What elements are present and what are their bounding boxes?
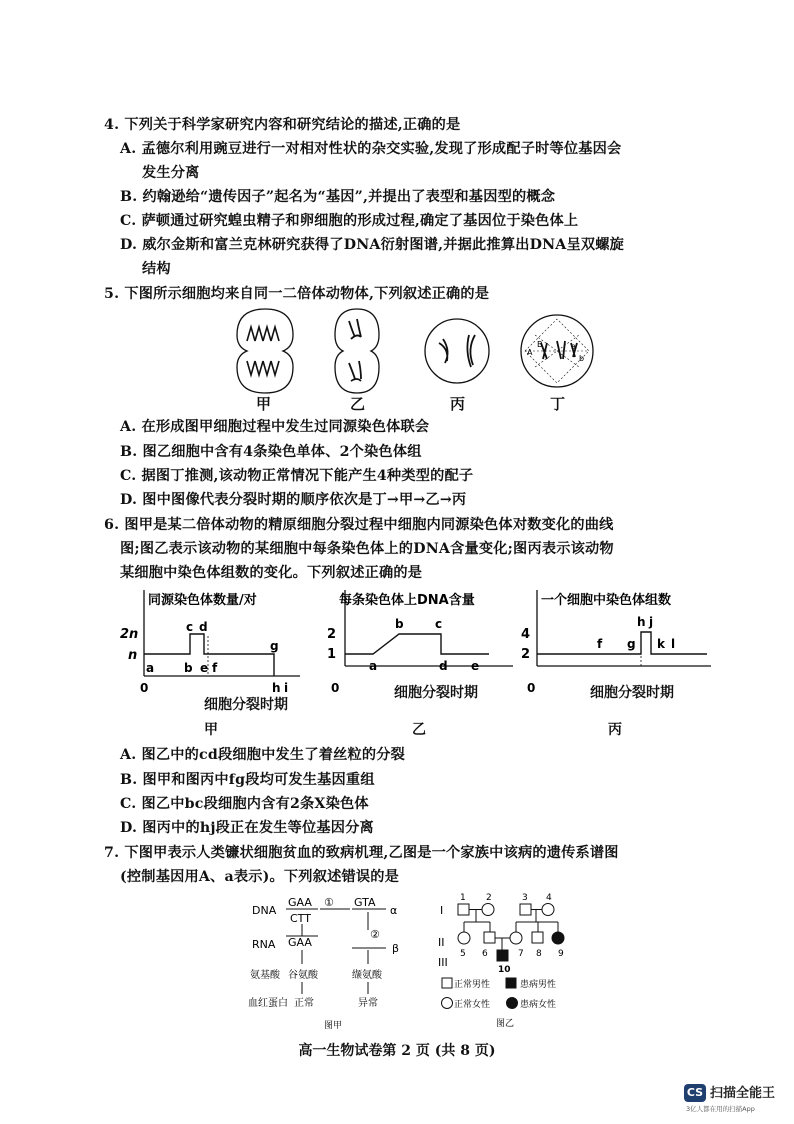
- chart-jia-point-i: i: [284, 681, 289, 695]
- dna-gaa: GAA: [288, 896, 312, 909]
- q4-option-c: C. 萨顿通过研究蝗虫精子和卵细胞的形成过程,确定了基因位于染色体上: [120, 213, 579, 229]
- chart-jia-point-b: b: [184, 661, 193, 675]
- label-yi: 乙: [350, 395, 366, 413]
- legend-affected-female: 患病女性: [520, 1000, 557, 1010]
- label-ding: 丁: [550, 395, 566, 413]
- chart-yi-origin: 0: [331, 681, 340, 695]
- q5-option-c: C. 据图丁推测,该动物正常情况下能产生4种类型的配子: [120, 468, 474, 484]
- cell-bing: [425, 319, 489, 383]
- chart-yi-ytick-1: 1: [327, 647, 337, 662]
- chart-bing-point-g: g: [627, 637, 636, 651]
- q4-stem: 4. 下列关于科学家研究内容和研究结论的描述,正确的是: [104, 117, 461, 133]
- chart-bing-point-j: j: [649, 615, 654, 629]
- chart-bing-point-k: k: [657, 637, 665, 651]
- chart-bing-point-f: f: [597, 637, 603, 651]
- chart-jia-point-c: c: [186, 620, 194, 634]
- person-9: [552, 932, 564, 944]
- num-3: 3: [522, 893, 528, 903]
- chart-bing-origin: 0: [527, 681, 536, 695]
- person-2: [482, 904, 494, 916]
- q4-option-d-cont: 结构: [142, 261, 171, 277]
- chart-jia-origin: 0: [140, 681, 149, 695]
- chart-jia-point-f: f: [212, 661, 218, 675]
- num-6: 6: [482, 949, 488, 959]
- q5-option-b: B. 图乙细胞中含有4条染色单体、2个染色体组: [120, 444, 422, 460]
- chart-yi-name: 乙: [412, 722, 426, 738]
- q7-stem-2: (控制基因用A、a表示)。下列叙述错误的是: [120, 869, 400, 885]
- q7-stem: 7. 下图甲表示人类镰状细胞贫血的致病机理,乙图是一个家族中该病的遗传系谱图: [104, 845, 619, 861]
- q4-option-a-cont: 发生分离: [142, 165, 200, 181]
- dna-label: DNA: [252, 904, 277, 917]
- allele-a-upper: A: [527, 348, 533, 357]
- chart-jia-line: [144, 634, 274, 676]
- chart-bing-point-l: l: [671, 637, 676, 651]
- amino-acid-label: 氨基酸: [250, 970, 280, 981]
- legend-affected-male: 患病男性: [520, 980, 557, 990]
- chart-bing-xlabel: 细胞分裂时期: [590, 685, 674, 701]
- chart-yi-xlabel: 细胞分裂时期: [394, 685, 478, 701]
- valine-label: 缬氨酸: [352, 970, 382, 981]
- mutation-circle-1: ①: [324, 896, 334, 909]
- q6-option-b: B. 图甲和图丙中fg段均可发生基因重组: [120, 772, 375, 788]
- legend-affected-male-icon: [506, 978, 516, 988]
- chart-jia-ytick-2n: 2n: [120, 627, 139, 642]
- rna-label: RNA: [252, 938, 276, 951]
- q6-option-a: A. 图乙中的cd段细胞中发生了着丝粒的分裂: [120, 747, 406, 763]
- normal-label: 正常: [294, 998, 314, 1009]
- chart-yi-title: 每条染色体上DNA含量: [339, 593, 475, 608]
- allele-b-upper: B: [537, 340, 543, 349]
- camscanner-logo: [684, 1082, 788, 1116]
- chart-jia-xlabel: 细胞分裂时期: [204, 697, 288, 713]
- legend-normal-male-icon: [442, 978, 452, 988]
- person-3: [520, 904, 531, 915]
- gen-3-label: III: [438, 956, 448, 969]
- q5-option-d: D. 图中图像代表分裂时期的顺序依次是丁→甲→乙→丙: [120, 492, 467, 508]
- num-8: 8: [536, 949, 542, 959]
- chart-jia-point-d: d: [199, 620, 208, 634]
- chart-yi: [315, 586, 515, 696]
- q6-option-d: D. 图丙中的hj段正在发生等位基因分离: [120, 820, 374, 836]
- q6-stem-2: 图;图乙表示该动物的某细胞中每条染色体上的DNA含量变化;图丙表示该动物: [120, 541, 614, 557]
- chart-jia-ytick-n: n: [128, 648, 138, 663]
- chart-yi-ytick-2: 2: [327, 627, 337, 642]
- q5-option-a: A. 在形成图甲细胞过程中发生过同源染色体联会: [120, 419, 430, 435]
- num-2: 2: [486, 893, 492, 903]
- chart-jia-title: 同源染色体数量/对: [148, 593, 257, 608]
- legend-affected-female-icon: [507, 998, 518, 1009]
- person-8: [532, 932, 543, 943]
- camscanner-logo-icon: CS: [684, 1084, 706, 1102]
- num-4: 4: [546, 893, 552, 903]
- hemoglobin-label: 血红蛋白: [248, 998, 288, 1009]
- q6-stem: 6. 图甲是某二倍体动物的精原细胞分裂过程中细胞内同源染色体对数变化的曲线: [104, 517, 614, 533]
- chart-yi-point-e: e: [471, 659, 480, 673]
- abnormal-label: 异常: [358, 998, 378, 1009]
- person-1: [458, 904, 469, 915]
- num-9: 9: [558, 949, 564, 959]
- gen-1-label: I: [440, 904, 444, 917]
- person-7: [510, 932, 522, 944]
- legend-normal-female: 正常女性: [454, 1000, 491, 1010]
- num-1: 1: [460, 893, 466, 903]
- q4-option-d: D. 威尔金斯和富兰克林研究获得了DNA衍射图谱,并据此推算出DNA呈双螺旋: [120, 237, 625, 253]
- chart-jia-point-a: a: [146, 661, 155, 675]
- chart-bing-ytick-4: 4: [521, 627, 531, 642]
- q6-stem-3: 某细胞中染色体组数的变化。下列叙述正确的是: [120, 565, 423, 581]
- chart-jia-point-h: h: [272, 681, 281, 695]
- chart-bing-line: [537, 632, 707, 654]
- num-5: 5: [460, 949, 466, 959]
- chart-bing: [515, 586, 715, 696]
- page-footer: 高一生物试卷第 2 页 (共 8 页): [298, 1043, 496, 1059]
- fig-yi-caption: 图乙: [496, 1019, 515, 1029]
- legend-normal-male: 正常男性: [454, 980, 491, 990]
- rna-gaa: GAA: [288, 936, 312, 949]
- q7-fig-jia: [248, 892, 418, 1034]
- chart-jia-point-g: g: [270, 639, 279, 653]
- chart-bing-point-h: h: [637, 615, 646, 629]
- q7-fig-yi-pedigree: [436, 890, 586, 1032]
- chart-bing-name: 丙: [608, 722, 622, 738]
- q5-cell-figures: [225, 305, 605, 415]
- person-6: [484, 932, 495, 943]
- person-4: [542, 904, 554, 916]
- person-5: [458, 932, 470, 944]
- allele-a-lower: a: [571, 342, 576, 351]
- legend-normal-female-icon: [442, 998, 453, 1009]
- fig-jia-caption: 图甲: [324, 1021, 343, 1031]
- dna-gta: GTA: [354, 896, 376, 909]
- allele-b-lower: b: [579, 354, 585, 363]
- cell-jia: [237, 309, 293, 393]
- q6-option-c: C. 图乙中bc段细胞内含有2条X染色体: [120, 796, 369, 812]
- q5-stem: 5. 下图所示细胞均来自同一二倍体动物体,下列叙述正确的是: [104, 286, 490, 302]
- num-7: 7: [518, 949, 524, 959]
- chart-bing-title: 一个细胞中染色体组数: [541, 593, 672, 608]
- label-jia: 甲: [256, 395, 272, 413]
- chart-jia-point-e: e: [200, 661, 209, 675]
- chart-yi-point-b: b: [395, 617, 404, 631]
- chart-bing-ytick-2: 2: [521, 647, 531, 662]
- beta-label: β: [392, 942, 400, 955]
- q4-option-b: B. 约翰逊给“遗传因子”起名为“基因”,并提出了表型和基因型的概念: [120, 189, 556, 205]
- person-10: [497, 950, 508, 961]
- mutation-circle-2: ②: [370, 928, 380, 941]
- dna-ctt: CTT: [290, 912, 311, 925]
- alpha-label: α: [390, 904, 398, 917]
- glutamate-label: 谷氨酸: [288, 970, 318, 981]
- chart-yi-point-d: d: [439, 659, 448, 673]
- chart-jia: [110, 586, 310, 696]
- camscanner-logo-name: 扫描全能王: [710, 1086, 776, 1101]
- chart-yi-line: [345, 634, 489, 654]
- gen-2-label: II: [438, 936, 445, 949]
- num-10: 10: [498, 965, 511, 975]
- chart-yi-point-c: c: [435, 617, 443, 631]
- chart-yi-point-a: a: [369, 659, 378, 673]
- label-bing: 丙: [450, 395, 466, 413]
- cell-yi: [335, 309, 379, 393]
- chart-jia-name: 甲: [204, 722, 218, 738]
- camscanner-logo-tagline: 3亿人都在用的扫描App: [686, 1105, 755, 1113]
- q4-option-a: A. 孟德尔利用豌豆进行一对相对性状的杂交实验,发现了形成配子时等位基因会: [120, 141, 622, 157]
